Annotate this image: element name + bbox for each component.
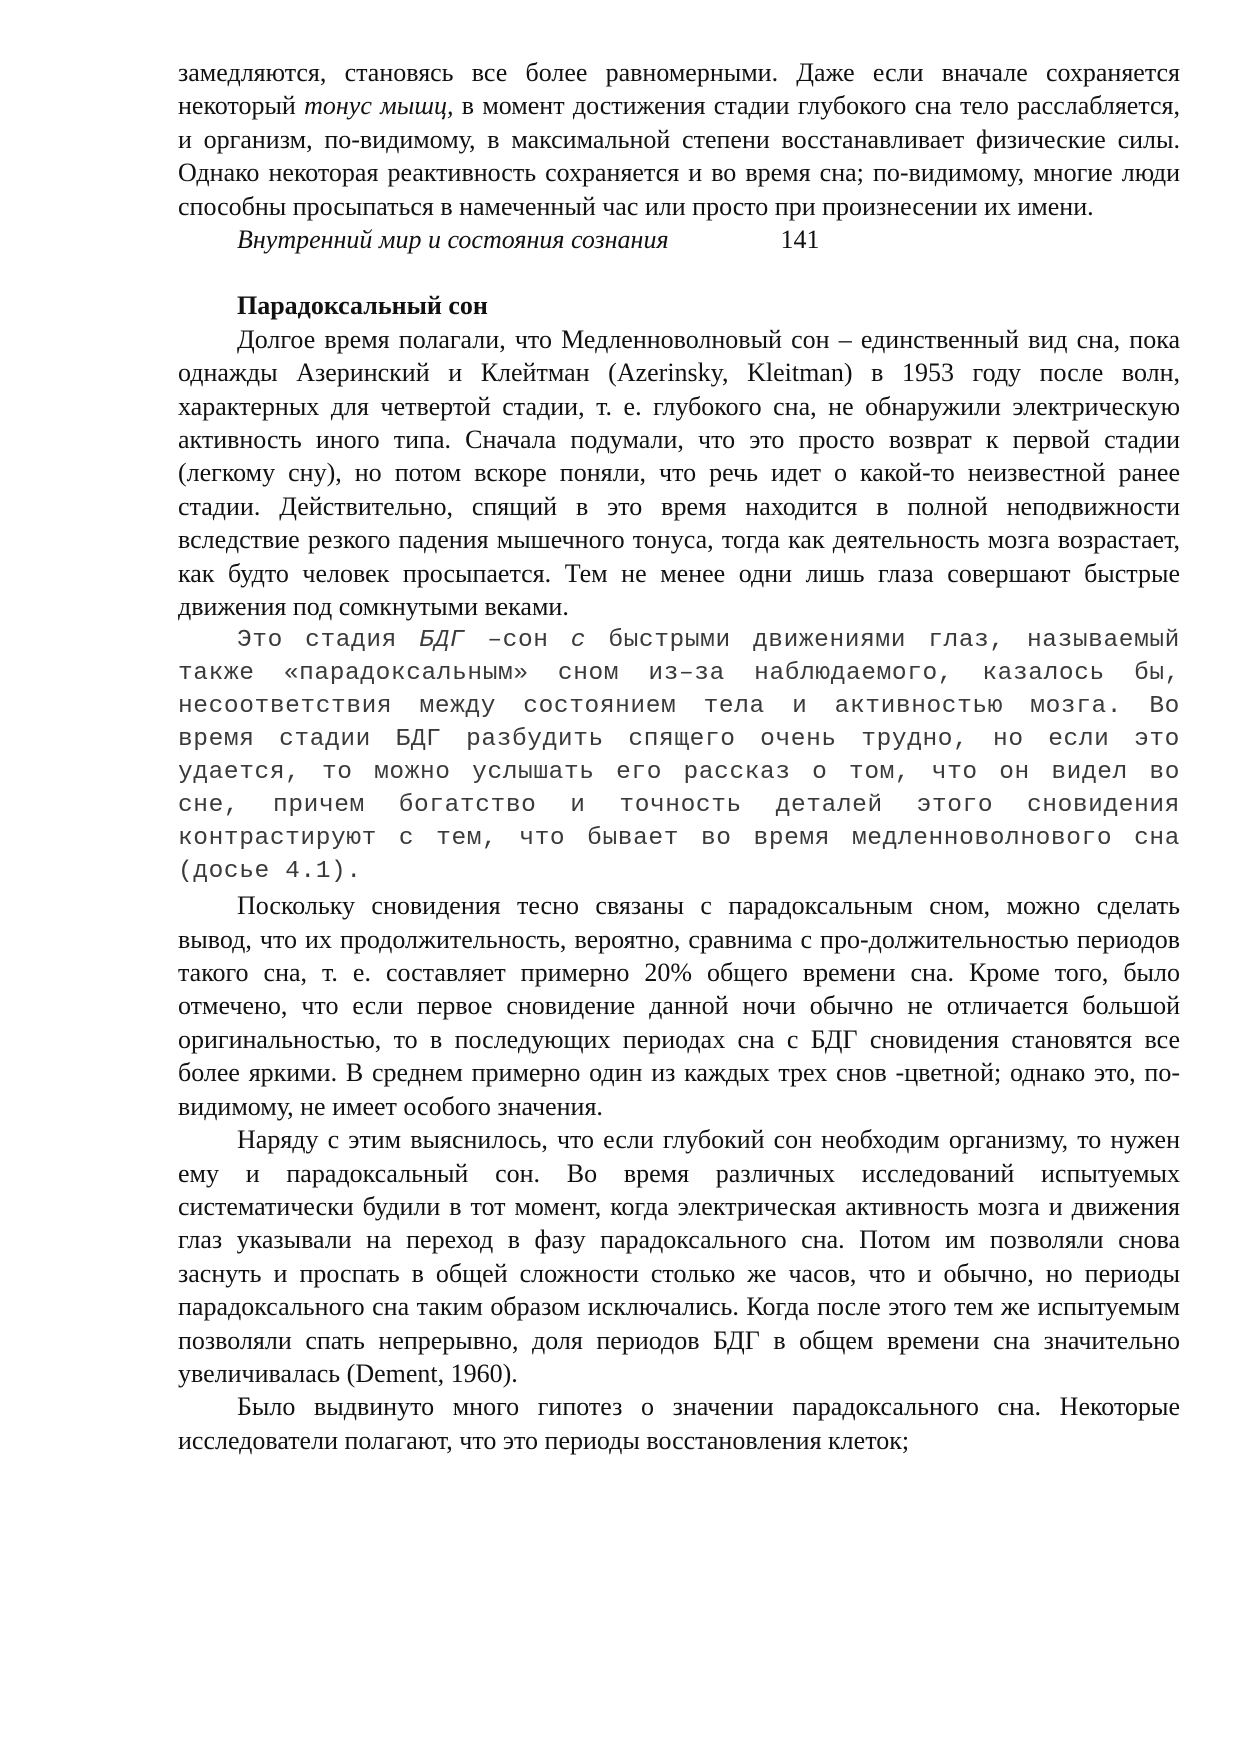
page-number: 141 — [780, 225, 820, 255]
paragraph-top-italic: тонус мышц, — [304, 91, 454, 121]
paragraph-4: Наряду с этим выяснилось, что если глубокий сон необходим организму, то нужен ему и парадоксальный сон. Во время различных исследований испытуемых систематически будили в тот момент, когда электрическая активность мозга и движения глаз указывали на переход в фазу парадоксального сна. Потом им позволяли снова заснуть и проспать в общей сложности столько же часов, что и обычно, но периоды парадоксального сна таким образом исключались. Когда после этого тем же испытуемым позволяли спать непрерывно, доля периодов БДГ в общем времени сна значительно увеличивалась (Dement, 1960). — [178, 1125, 1180, 1388]
paragraph-2-text-2: –сон — [465, 626, 571, 654]
paragraph-3: Поскольку сновидения тесно связаны с парадоксальным сном, можно сделать вывод, что их продолжительность, вероятно, сравнима с про-должительностью периодов такого сна, т. е. составляет примерно 20% общего времени сна. Кроме того, было отмечено, что если первое сновидение данной ночи обычно не отличается большой оригинальностью, то в последующих периодах сна с БДГ сновидения становятся все более яркими. В среднем примерно один из каждых трех снов -цветной; однако это, по-видимому, не имеет особого значения. — [178, 891, 1180, 1121]
paragraph-2-text-3: быстрыми движениями глаз, называемый также «парадоксальным» сном из–за наблюдаемого, казалось бы, несоответствия между состоянием тела и активностью мозга. Во время стадии БДГ разбудить спящего очень трудно, но если это удается, то можно услышать его рассказ о том, что он видел во сне, причем богатство и точность деталей этого сновидения контрастируют с тем, что бывает во время медленноволнового сна (досье 4.1). — [178, 626, 1180, 886]
paragraph-2-text-1: Это стадия — [237, 626, 420, 654]
paragraph-2-italic-1: БДГ — [419, 626, 466, 654]
paragraph-2 — [178, 624, 1180, 889]
paragraph-top-text-2: в момент достижения стадии глубокого сна тело расслабляется, и организм, по-видимому, в максимальной степени восстанавливает физические силы. Однако некоторая реактивность сохраняется и во время сна; по-видимому, многие люди способны просыпаться в намеченный час или просто при произнесении их имени. — [178, 91, 1181, 221]
paragraph-top-text-1: замедляются, становясь все более равномерными. Даже если вначале сохраняется некоторый — [178, 58, 1180, 121]
running-header — [178, 223, 1180, 256]
paragraph-2-italic-2: с — [570, 626, 587, 654]
running-header-title: Внутренний мир и состояния сознания — [237, 225, 669, 255]
paragraph-5: Было выдвинуто много гипотез о значении парадоксального сна. Некоторые исследователи полагают, что это периоды восстановления клеток; — [178, 1392, 1180, 1455]
section-heading: Парадоксальный сон — [237, 291, 488, 321]
paragraph-top — [178, 56, 1180, 223]
document-page — [178, 56, 1180, 1457]
paragraph-1: Долгое время полагали, что Медленноволновый сон – единственный вид сна, пока однажды Азеринский и Клейтман (Azerinsky, Kleitman) в 1953 году после волн, характерных для четвертой стадии, т. е. глубокого сна, не обнаружили электрическую активность иного типа. Сначала подумали, что это просто возврат к первой стадии (легкому сну), но потом вскоре поняли, что речь идет о какой-то неизвестной ранее стадии. Действительно, спящий в это время находится в полной неподвижности вследствие резкого падения мышечного тонуса, тогда как деятельность мозга возрастает, как будто человек просыпается. Тем не менее одни лишь глаза совершают быстрые движения под сомкнутыми веками. — [178, 324, 1180, 622]
